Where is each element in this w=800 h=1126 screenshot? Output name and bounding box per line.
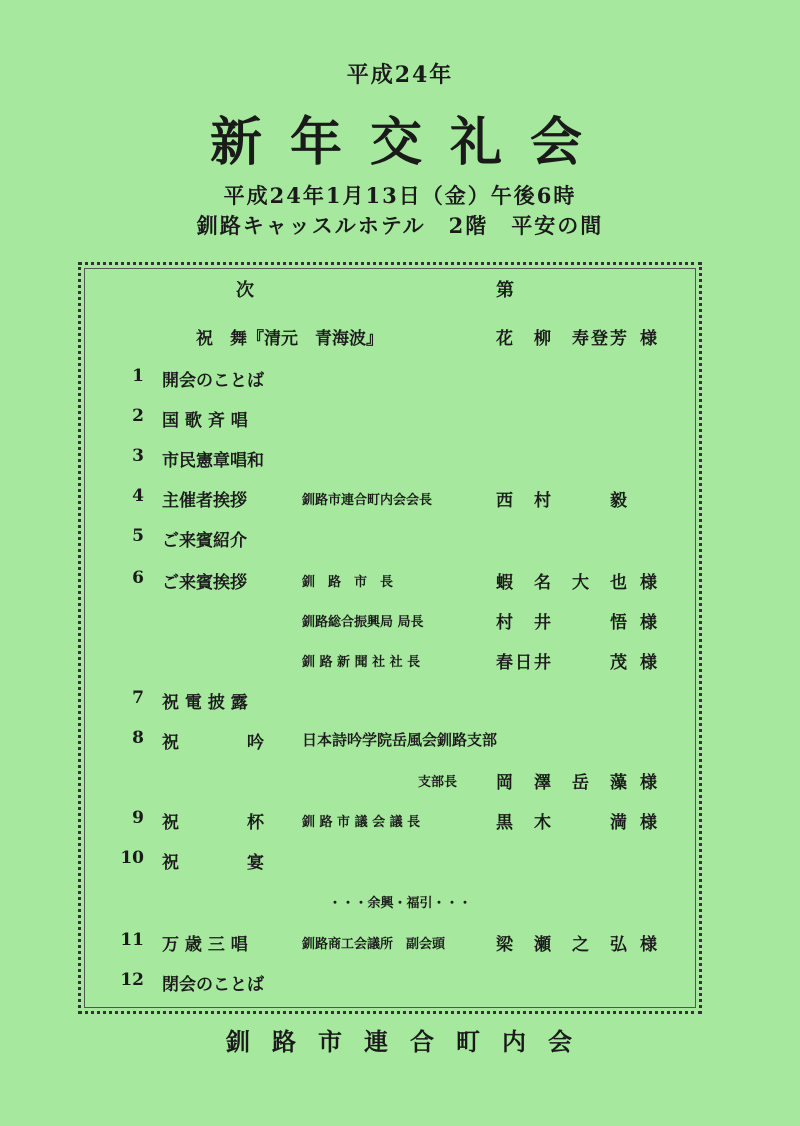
row-item: 開会のことば <box>162 371 264 391</box>
opening-person: 花 柳 寿登芳 <box>496 329 629 349</box>
row-honor: 様 <box>640 813 657 833</box>
row-item: 市民憲章唱和 <box>162 451 264 471</box>
row-role: 釧路商工会議所 副会頭 <box>302 937 446 952</box>
program-row <box>0 568 800 598</box>
row-honor: 様 <box>640 935 657 955</box>
row-item: ご来賓紹介 <box>162 531 247 551</box>
row-item: 祝 電 披 露 <box>162 693 248 713</box>
row-person: 蝦 名 大 也 <box>496 573 629 593</box>
row-person: 黒 木 満 <box>496 813 629 833</box>
program-row <box>0 728 800 758</box>
program-row <box>0 648 800 678</box>
era-label: 平成24年 <box>346 62 454 88</box>
row-number: 12 <box>120 970 144 990</box>
row-role: 日本詩吟学院岳風会釧路支部 <box>302 731 498 749</box>
event-venue: 釧路キャッスルホテル 2階 平安の間 <box>196 213 604 238</box>
row-person: 村 井 悟 <box>496 613 629 633</box>
program-row <box>0 930 800 960</box>
row-item: 祝 杯 <box>162 813 264 833</box>
row-number: 6 <box>132 568 144 588</box>
program-row <box>0 526 800 556</box>
row-number: 7 <box>132 688 144 708</box>
opening-item: 祝 舞『清元 青海波』 <box>196 329 383 349</box>
row-item: 万 歳 三 唱 <box>162 935 248 955</box>
row-number: 8 <box>132 728 144 748</box>
event-title: 新年交礼会 <box>209 112 610 173</box>
row-person: 梁 瀬 之 弘 <box>496 935 629 955</box>
program-row <box>0 848 800 878</box>
heading-right: 第 <box>496 280 514 301</box>
row-number: 11 <box>120 930 144 950</box>
row-role: 釧 路 新 聞 社 社 長 <box>302 655 421 670</box>
row-honor: 様 <box>640 573 657 593</box>
row-item: 祝 宴 <box>162 853 264 873</box>
row-number: 9 <box>132 808 144 828</box>
program-row <box>0 808 800 838</box>
heading-left: 次 <box>236 280 254 301</box>
intermission-note: ・・・余興・福引・・・ <box>328 896 472 911</box>
row-role: 釧 路 市 議 会 議 長 <box>302 815 421 830</box>
program-row <box>0 768 800 798</box>
organizer-name: 釧路市連合町内会 <box>226 1027 594 1056</box>
row-item: 祝 吟 <box>162 733 264 753</box>
row-number: 10 <box>120 848 144 868</box>
row-number: 3 <box>132 446 144 466</box>
opening-row <box>0 324 800 354</box>
row-role: 釧路市連合町内会会長 <box>302 493 433 508</box>
opening-honor: 様 <box>640 329 657 349</box>
event-date: 平成24年1月13日（金）午後6時 <box>223 183 577 208</box>
row-honor: 様 <box>640 653 657 673</box>
program-row <box>0 970 800 1000</box>
program-row <box>0 406 800 436</box>
row-role: 支部長 <box>418 775 458 790</box>
row-item: 閉会のことば <box>162 975 264 995</box>
row-item: 主催者挨拶 <box>162 491 247 511</box>
row-number: 1 <box>132 366 144 386</box>
program-row <box>0 688 800 718</box>
row-person: 岡 澤 岳 藻 <box>496 773 629 793</box>
program-row <box>0 446 800 476</box>
row-honor: 様 <box>640 613 657 633</box>
row-person: 春日井 茂 <box>496 653 629 673</box>
program-row <box>0 608 800 638</box>
row-number: 5 <box>132 526 144 546</box>
row-honor: 様 <box>640 773 657 793</box>
row-person: 西 村 毅 <box>496 491 629 511</box>
row-role: 釧路総合振興局 局長 <box>302 615 424 630</box>
row-number: 2 <box>132 406 144 426</box>
row-item: 国 歌 斉 唱 <box>162 411 248 431</box>
program-row <box>0 366 800 396</box>
row-role: 釧 路 市 長 <box>302 575 394 590</box>
program-heading <box>0 276 800 306</box>
program-row <box>0 486 800 516</box>
row-number: 4 <box>132 486 144 506</box>
row-item: ご来賓挨拶 <box>162 573 247 593</box>
